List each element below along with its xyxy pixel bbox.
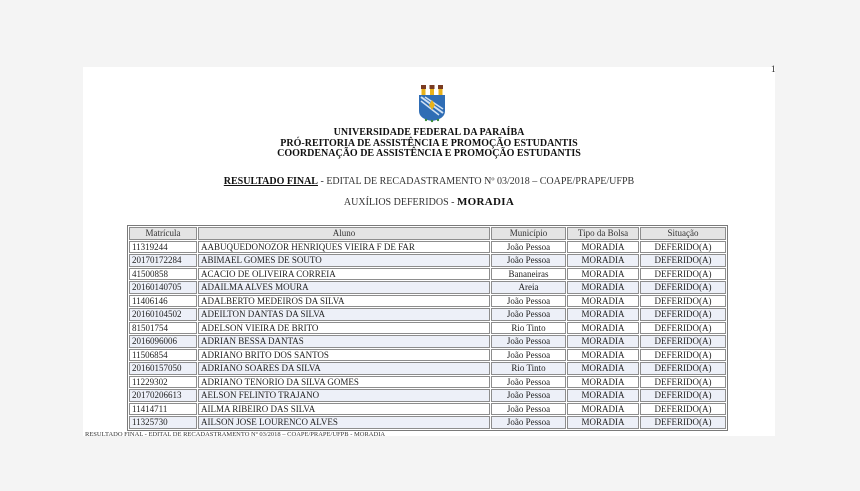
cell-matricula: 11506854 xyxy=(129,349,197,362)
page-footer: RESULTADO FINAL - EDITAL DE RECADASTRAMENTO Nº 03/2018 – COAPE/PRAPE/UFPB - MORADIA xyxy=(85,431,386,438)
results-table xyxy=(127,225,728,431)
cell-aluno: ADALBERTO MEDEIROS DA SILVA xyxy=(198,295,490,308)
institution-line: COORDENAÇÃO DE ASSISTÊNCIA E PROMOÇÃO ESTUDANTIS xyxy=(277,148,581,159)
subtitle-emphasis: MORADIA xyxy=(456,196,515,208)
table-row xyxy=(129,241,726,254)
cell-tipo-bolsa: MORADIA xyxy=(567,322,639,335)
table-row xyxy=(129,416,726,429)
institution-line: UNIVERSIDADE FEDERAL DA PARAÍBA xyxy=(333,127,525,138)
table-row xyxy=(129,322,726,335)
column-header-aluno: Aluno xyxy=(198,227,490,240)
cell-municipio: João Pessoa xyxy=(491,241,566,254)
cell-matricula: 41500858 xyxy=(129,268,197,281)
cell-situacao: DEFERIDO(A) xyxy=(640,376,726,389)
table-row xyxy=(129,403,726,416)
cell-aluno: ADRIANO BRITO DOS SANTOS xyxy=(198,349,490,362)
institution-line: PRÓ-REITORIA DE ASSISTÊNCIA E PROMOÇÃO ESTUDANTIS xyxy=(280,137,578,149)
cell-matricula: 2016096006 xyxy=(129,335,197,348)
cell-matricula: 20160157050 xyxy=(129,362,197,375)
cell-tipo-bolsa: MORADIA xyxy=(567,335,639,348)
cell-tipo-bolsa: MORADIA xyxy=(567,416,639,429)
cell-aluno: ADRIANO TENORIO DA SILVA GOMES xyxy=(198,376,490,389)
table-row xyxy=(129,254,726,267)
cell-municipio: Rio Tinto xyxy=(491,322,566,335)
cell-tipo-bolsa: MORADIA xyxy=(567,268,639,281)
cell-tipo-bolsa: MORADIA xyxy=(567,389,639,402)
cell-aluno: ADRIAN BESSA DANTAS xyxy=(198,335,490,348)
ufpb-crest-icon xyxy=(413,83,451,123)
table-row xyxy=(129,308,726,321)
cell-tipo-bolsa: MORADIA xyxy=(567,403,639,416)
cell-municipio: João Pessoa xyxy=(491,295,566,308)
table-row xyxy=(129,268,726,281)
cell-aluno: ADAILMA ALVES MOURA xyxy=(198,281,490,294)
cell-situacao: DEFERIDO(A) xyxy=(640,389,726,402)
cell-situacao: DEFERIDO(A) xyxy=(640,416,726,429)
cell-situacao: DEFERIDO(A) xyxy=(640,322,726,335)
cell-aluno: ACACIO DE OLIVEIRA CORREIA xyxy=(198,268,490,281)
table-row xyxy=(129,376,726,389)
table-row xyxy=(129,335,726,348)
column-header-situacao: Situação xyxy=(640,227,726,240)
table-row xyxy=(129,389,726,402)
cell-municipio: João Pessoa xyxy=(491,349,566,362)
cell-municipio: Bananeiras xyxy=(491,268,566,281)
cell-matricula: 20170206613 xyxy=(129,389,197,402)
page-number: 1 xyxy=(771,64,776,74)
column-header-municipio: Município xyxy=(491,227,566,240)
cell-aluno: AABUQUEDONOZOR HENRIQUES VIEIRA F DE FAR xyxy=(198,241,490,254)
cell-situacao: DEFERIDO(A) xyxy=(640,268,726,281)
cell-matricula: 20170172284 xyxy=(129,254,197,267)
cell-tipo-bolsa: MORADIA xyxy=(567,295,639,308)
title-emphasis: RESULTADO FINAL xyxy=(223,176,318,187)
cell-situacao: DEFERIDO(A) xyxy=(640,362,726,375)
cell-matricula: 11229302 xyxy=(129,376,197,389)
cell-municipio: João Pessoa xyxy=(491,403,566,416)
cell-municipio: João Pessoa xyxy=(491,389,566,402)
subtitle-prefix: AUXÍLIOS DEFERIDOS - xyxy=(343,197,457,208)
cell-tipo-bolsa: MORADIA xyxy=(567,281,639,294)
cell-matricula: 81501754 xyxy=(129,322,197,335)
cell-situacao: DEFERIDO(A) xyxy=(640,335,726,348)
cell-tipo-bolsa: MORADIA xyxy=(567,254,639,267)
cell-situacao: DEFERIDO(A) xyxy=(640,308,726,321)
document-title xyxy=(83,176,775,187)
cell-municipio: João Pessoa xyxy=(491,376,566,389)
cell-tipo-bolsa: MORADIA xyxy=(567,376,639,389)
cell-municipio: João Pessoa xyxy=(491,335,566,348)
column-header-tipo-bolsa: Tipo da Bolsa xyxy=(567,227,639,240)
table-row xyxy=(129,295,726,308)
cell-matricula: 11325730 xyxy=(129,416,197,429)
cell-municipio: Rio Tinto xyxy=(491,362,566,375)
cell-municipio: Areia xyxy=(491,281,566,294)
cell-matricula: 20160140705 xyxy=(129,281,197,294)
cell-aluno: ABIMAEL GOMES DE SOUTO xyxy=(198,254,490,267)
cell-aluno: AILMA RIBEIRO DAS SILVA xyxy=(198,403,490,416)
cell-matricula: 11406146 xyxy=(129,295,197,308)
cell-municipio: João Pessoa xyxy=(491,308,566,321)
cell-situacao: DEFERIDO(A) xyxy=(640,295,726,308)
cell-situacao: DEFERIDO(A) xyxy=(640,254,726,267)
table-row xyxy=(129,349,726,362)
cell-aluno: ADRIANO SOARES DA SILVA xyxy=(198,362,490,375)
table-row xyxy=(129,362,726,375)
cell-tipo-bolsa: MORADIA xyxy=(567,308,639,321)
cell-tipo-bolsa: MORADIA xyxy=(567,362,639,375)
cell-situacao: DEFERIDO(A) xyxy=(640,403,726,416)
cell-matricula: 11414711 xyxy=(129,403,197,416)
cell-situacao: DEFERIDO(A) xyxy=(640,281,726,294)
document-subtitle xyxy=(83,196,775,208)
cell-situacao: DEFERIDO(A) xyxy=(640,241,726,254)
cell-matricula: 20160104502 xyxy=(129,308,197,321)
cell-aluno: AILSON JOSE LOURENCO ALVES xyxy=(198,416,490,429)
cell-aluno: AELSON FELINTO TRAJANO xyxy=(198,389,490,402)
cell-aluno: ADELSON VIEIRA DE BRITO xyxy=(198,322,490,335)
cell-matricula: 11319244 xyxy=(129,241,197,254)
cell-municipio: João Pessoa xyxy=(491,254,566,267)
table-header-row xyxy=(129,227,726,240)
table-row xyxy=(129,281,726,294)
column-header-matricula: Matrícula xyxy=(129,227,197,240)
institution-header xyxy=(83,128,775,160)
title-rest: - EDITAL DE RECADASTRAMENTO Nº 03/2018 – COAPE/PRAPE/UFPB xyxy=(317,176,635,187)
cell-situacao: DEFERIDO(A) xyxy=(640,349,726,362)
cell-municipio: João Pessoa xyxy=(491,416,566,429)
cell-tipo-bolsa: MORADIA xyxy=(567,241,639,254)
cell-aluno: ADEILTON DANTAS DA SILVA xyxy=(198,308,490,321)
cell-tipo-bolsa: MORADIA xyxy=(567,349,639,362)
